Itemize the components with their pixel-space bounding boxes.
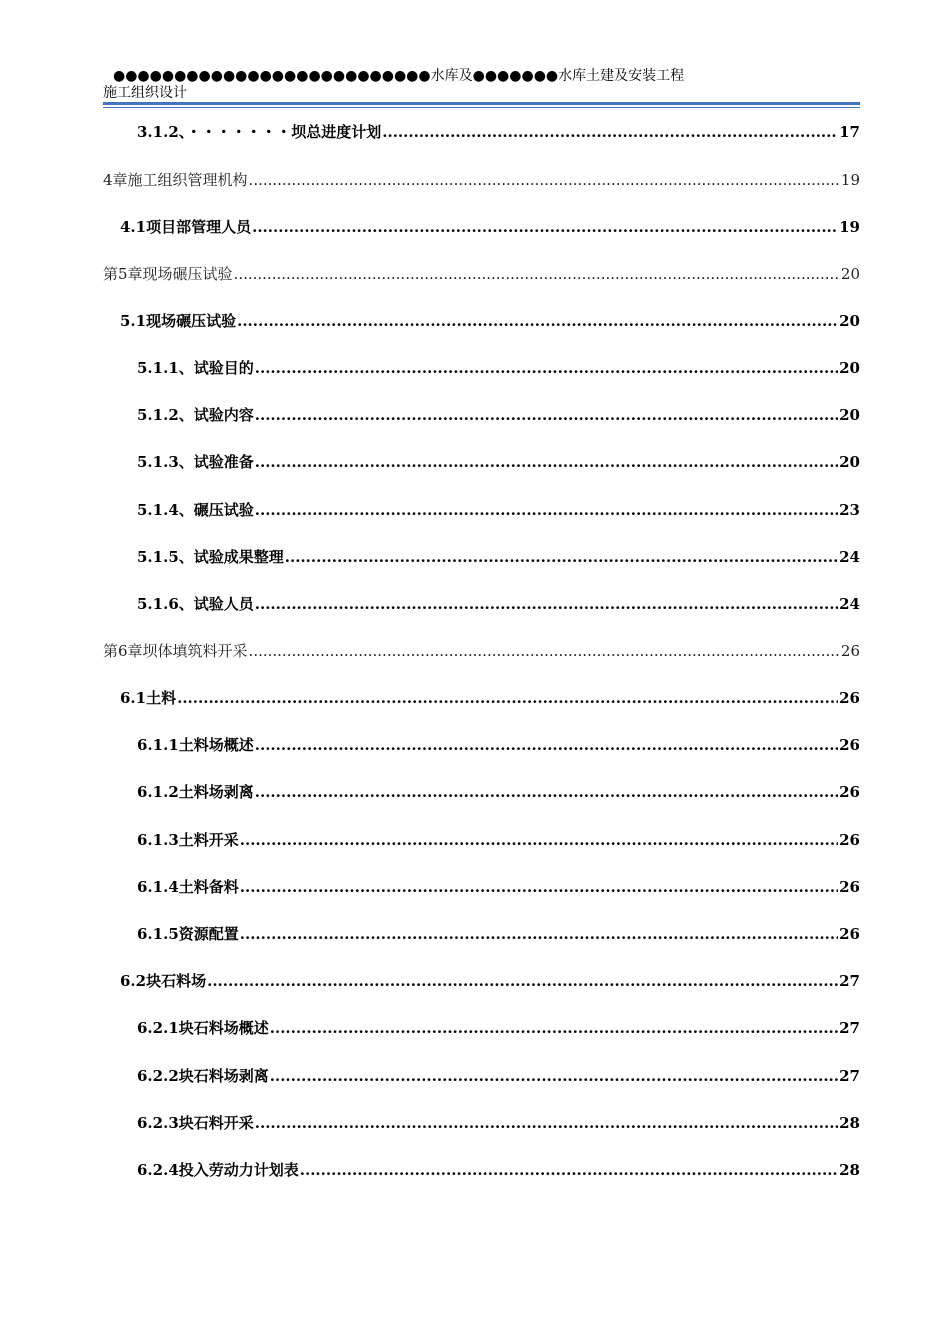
toc-entry[interactable] [137, 120, 860, 144]
toc-entry-page: 26 [840, 642, 860, 660]
toc-entry-title: 6.1土料 [120, 689, 177, 707]
toc-entry[interactable] [120, 686, 860, 710]
toc-leader-dots [255, 733, 838, 757]
toc-leader-dots [240, 875, 838, 899]
toc-entry-page: 20 [839, 406, 860, 424]
toc-entry-title: 4.1项目部管理人员 [120, 218, 252, 236]
toc-entry[interactable] [137, 1064, 860, 1088]
toc-entry-page: 28 [839, 1161, 860, 1179]
toc-entry[interactable] [137, 545, 860, 569]
toc-entry[interactable] [103, 639, 860, 663]
toc-entry[interactable] [137, 922, 860, 946]
toc-leader-dots [207, 969, 838, 993]
toc-entry-title: 6.1.4土料备料 [137, 878, 239, 896]
toc-entry-title: 5.1.3、试验准备 [137, 453, 254, 471]
toc-entry[interactable] [137, 592, 860, 616]
toc-entry[interactable] [137, 403, 860, 427]
toc-entry-page: 20 [839, 359, 860, 377]
toc-entry-page: 26 [839, 925, 860, 943]
toc-entry-page: 20 [840, 265, 860, 283]
toc-entry-page: 28 [839, 1114, 860, 1132]
toc-entry-page: 26 [839, 736, 860, 754]
toc-entry-title: 6.1.1土料场概述 [137, 736, 254, 754]
toc-entry-page: 27 [839, 1019, 860, 1037]
toc-entry[interactable] [137, 1158, 860, 1182]
toc-entry[interactable] [137, 875, 860, 899]
toc-leader-dots [382, 120, 838, 144]
header-title-line2: 施工组织设计 [103, 85, 187, 101]
toc-entry[interactable] [120, 309, 860, 333]
toc-entry[interactable] [137, 828, 860, 852]
toc-leader-dots [255, 356, 838, 380]
toc-entry-page: 20 [839, 312, 860, 330]
toc-leader-dots [249, 639, 840, 663]
toc-leader-dots [300, 1158, 838, 1182]
toc-entry[interactable] [137, 733, 860, 757]
toc-entry-title: 6.2.1块石料场概述 [137, 1019, 269, 1037]
toc-entry-title: 5.1.2、试验内容 [137, 406, 254, 424]
toc-entry[interactable] [137, 498, 860, 522]
toc-entry-page: 19 [839, 218, 860, 236]
toc-entry-title: 6.2块石料场 [120, 972, 207, 990]
toc-entry-page: 27 [839, 1067, 860, 1085]
toc-leader-dots [285, 545, 838, 569]
toc-leader-dots [237, 309, 838, 333]
toc-entry-title: 6.2.3块石料开采 [137, 1114, 254, 1132]
toc-leader-dots [249, 168, 840, 192]
toc-entry-page: 26 [839, 689, 860, 707]
toc-entry-title: 第5章现场碾压试验 [103, 265, 233, 283]
toc-leader-dots [255, 498, 838, 522]
toc-entry-page: 24 [839, 548, 860, 566]
toc-entry-page: 26 [839, 783, 860, 801]
header-title-line1: ●●●●●●●●●●●●●●●●●●●●●●●●●●水库及●●●●●●●水库土建及安装工程 [113, 68, 685, 84]
toc-entry[interactable] [103, 168, 860, 192]
toc-leader-dots [255, 450, 838, 474]
toc-entry-title: 4章施工组织管理机构 [103, 171, 248, 189]
toc-entry-title: 5.1.1、试验目的 [137, 359, 254, 377]
toc-entry[interactable] [120, 215, 860, 239]
toc-entry-page: 17 [839, 123, 860, 141]
toc-entry[interactable] [137, 1016, 860, 1040]
toc-leader-dots [234, 262, 840, 286]
toc-entry-page: 26 [839, 831, 860, 849]
toc-entry-page: 20 [839, 453, 860, 471]
toc-leader-dots [255, 592, 838, 616]
toc-entry-page: 26 [839, 878, 860, 896]
toc-leader-dots [252, 215, 838, 239]
toc-leader-dots [255, 403, 838, 427]
toc-entry[interactable] [137, 1111, 860, 1135]
toc-entry[interactable] [120, 969, 860, 993]
toc-entry-title: 6.2.2块石料场剥离 [137, 1067, 269, 1085]
toc-entry-title: 5.1.4、碾压试验 [137, 501, 254, 519]
toc-entry-title: 6.1.2土料场剥离 [137, 783, 254, 801]
toc-entry[interactable] [137, 356, 860, 380]
toc-entry-page: 19 [840, 171, 860, 189]
toc-entry-title: 6.1.3土料开采 [137, 831, 239, 849]
toc-entry[interactable] [137, 780, 860, 804]
toc-leader-dots [240, 828, 838, 852]
toc-entry-title: 第6章坝体填筑料开采 [103, 642, 248, 660]
toc-entry-title: 6.1.5资源配置 [137, 925, 239, 943]
toc-entry-page: 24 [839, 595, 860, 613]
toc-leader-dots [255, 1111, 838, 1135]
toc-leader-dots [270, 1016, 838, 1040]
toc-leader-dots [177, 686, 838, 710]
toc-entry[interactable] [137, 450, 860, 474]
toc-entry-page: 23 [839, 501, 860, 519]
toc-entry-title: 6.2.4投入劳动力计划表 [137, 1161, 299, 1179]
toc-entry-title: 3.1.2、・・・・・・・坝总进度计划 [137, 123, 382, 141]
toc-leader-dots [270, 1064, 838, 1088]
toc-entry-title: 5.1.5、试验成果整理 [137, 548, 284, 566]
toc-leader-dots [240, 922, 838, 946]
toc-entry-title: 5.1现场碾压试验 [120, 312, 237, 330]
toc-leader-dots [255, 780, 838, 804]
toc-entry[interactable] [103, 262, 860, 286]
toc-entry-page: 27 [839, 972, 860, 990]
toc-entry-title: 5.1.6、试验人员 [137, 595, 254, 613]
